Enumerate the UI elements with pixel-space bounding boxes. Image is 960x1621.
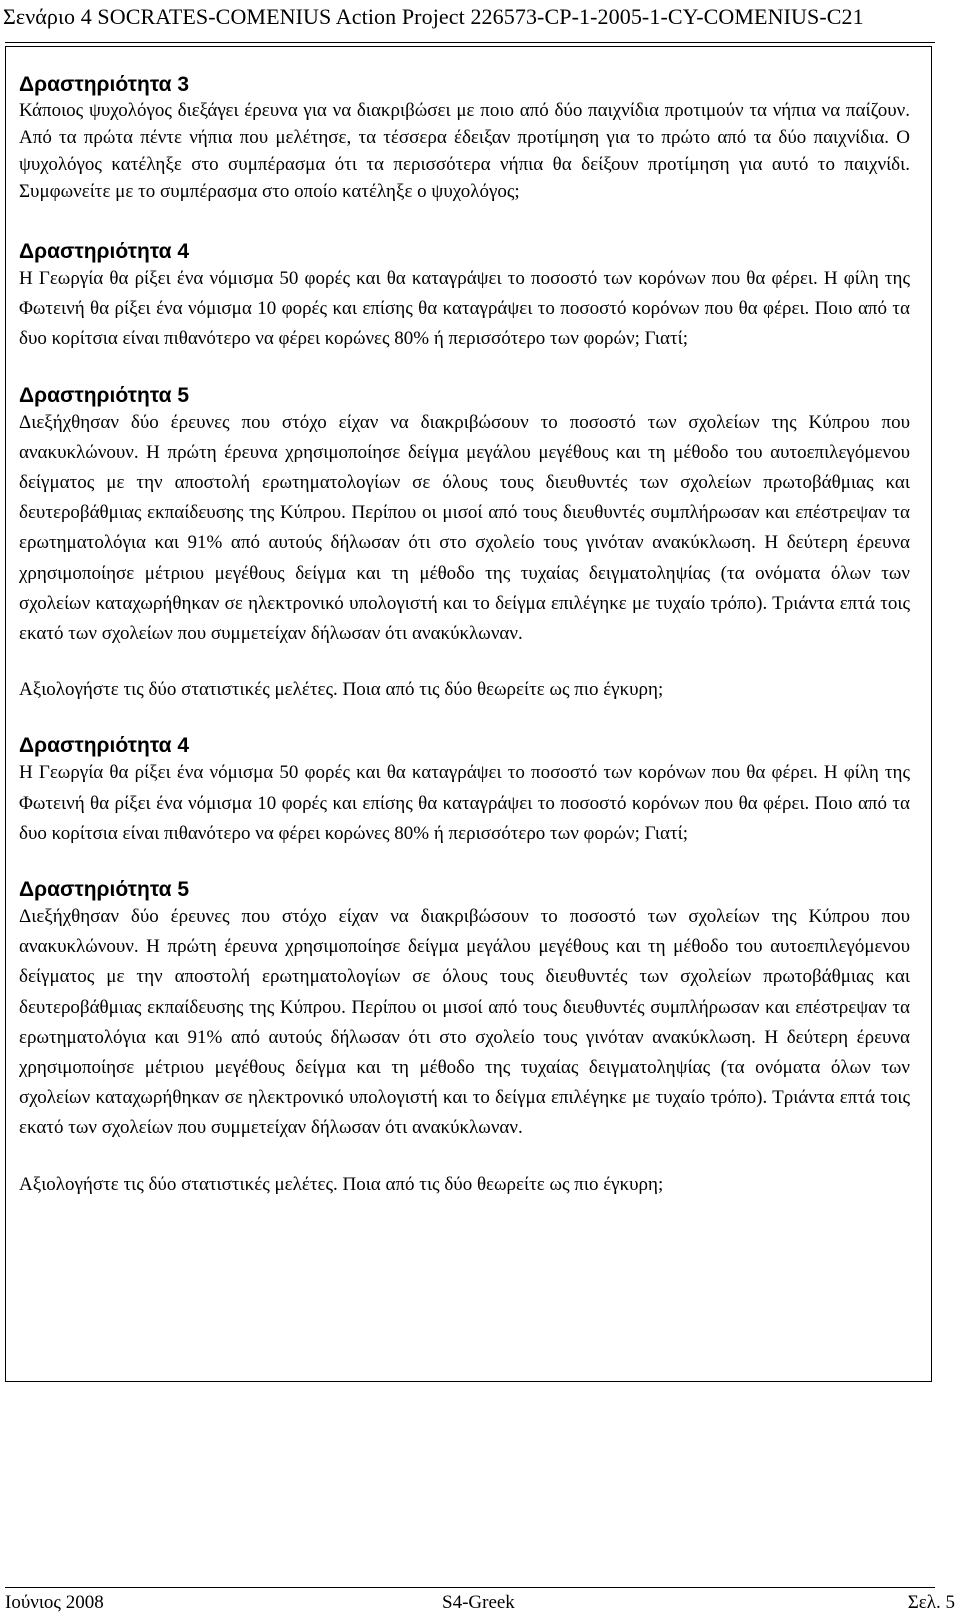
activity-4 bbox=[19, 239, 910, 355]
activity-heading: Δραστηριότητα 3 bbox=[19, 73, 190, 96]
footer-rule bbox=[5, 1587, 935, 1588]
activity-5-repeat bbox=[19, 877, 910, 1200]
activity-body: Η Γεωργία θα ρίξει ένα νόμισμα 50 φορές και θα καταγράψει το ποσοστό των κορόνων που θα φέρει. Η φίλη της Φωτεινή θα ρίξει ένα νόμισμα 10 φορές και επίσης θα καταγράψει το ποσοστό κορόνων που θα φέρει. Ποιο από τα δυο κορίτσια είναι πιθανότερο να φέρει κορώνες 80% ή περισσότερο των φορών; Γιατί; bbox=[19, 762, 910, 844]
activity-question: Αξιολογήστε τις δύο στατιστικές μελέτες. Ποια από τις δύο θεωρείτε ως πιο έγκυρη; bbox=[19, 679, 664, 701]
activity-heading: Δραστηριότητα 5 bbox=[19, 878, 190, 902]
activity-5 bbox=[19, 383, 910, 706]
footer-doc-code: S4-Greek bbox=[442, 1592, 515, 1613]
activity-question: Αξιολογήστε τις δύο στατιστικές μελέτες. Ποια από τις δύο θεωρείτε ως πιο έγκυρη; bbox=[19, 1173, 664, 1195]
activity-4-repeat bbox=[19, 733, 910, 849]
activities-content bbox=[19, 72, 910, 1200]
footer-date: Ιούνιος 2008 bbox=[5, 1592, 104, 1613]
activity-body: Η Γεωργία θα ρίξει ένα νόμισμα 50 φορές και θα καταγράψει το ποσοστό των κορόνων που θα φέρει. Η φίλη της Φωτεινή θα ρίξει ένα νόμισμα 10 φορές και επίσης θα καταγράψει το ποσοστό κορόνων που θα φέρει. Ποιο από τα δυο κορίτσια είναι πιθανότερο να φέρει κορώνες 80% ή περισσότερο των φορών; Γιατί; bbox=[19, 268, 910, 350]
activity-body: Διεξήχθησαν δύο έρευνες που στόχο είχαν να διακριβώσουν το ποσοστό των σχολείων της Κύπρου που ανακυκλώνουν. Η πρώτη έρευνα χρησιμοποίησε δείγμα μεγάλου μεγέθους και τη μέθοδο του αυτοεπιλεγόμενου δείγματος με την αποστολή ερωτηματολογίων σε όλους τους διευθυντές των σχολείων πρωτοβάθμιας και δευτεροβάθμιας εκπαίδευσης της Κύπρου. Περίπου οι μισοί από τους διευθυντές συμπλήρωσαν και επέστρεψαν τα ερωτηματολόγια και 91% από αυτούς δήλωσαν ότι στο σχολείο τους γινόταν ανακύκλωση. Η δεύτερη έρευνα χρησιμοποίησε μέτριου μεγέθους δείγμα και τη μέθοδο της τυχαίας δειγματοληψίας (τα ονόματα όλων των σχολείων καταχωρήθηκαν σε ηλεκτρονικό υπολογιστή και το δείγμα επιλέγηκε με τυχαίο τρόπο). Τριάντα επτά τοις εκατό των σχολείων που συμμετείχαν δήλωσαν ότι ανακύκλωναν. bbox=[19, 411, 910, 645]
footer-page-number: Σελ. 5 bbox=[907, 1592, 955, 1613]
activity-3 bbox=[19, 72, 910, 205]
activity-heading: Δραστηριότητα 4 bbox=[19, 240, 190, 263]
header-rule bbox=[5, 42, 935, 43]
activity-heading: Δραστηριότητα 5 bbox=[19, 383, 190, 407]
activity-body: Διεξήχθησαν δύο έρευνες που στόχο είχαν να διακριβώσουν το ποσοστό των σχολείων της Κύπρου που ανακυκλώνουν. Η πρώτη έρευνα χρησιμοποίησε δείγμα μεγάλου μεγέθους και τη μέθοδο του αυτοεπιλεγόμενου δείγματος με την αποστολή ερωτηματολογίων σε όλους τους διευθυντές των σχολείων πρωτοβάθμιας και δευτεροβάθμιας εκπαίδευσης της Κύπρου. Περίπου οι μισοί από τους διευθυντές συμπλήρωσαν και επέστρεψαν τα ερωτηματολόγια και 91% από αυτούς δήλωσαν ότι στο σχολείο τους γινόταν ανακύκλωση. Η δεύτερη έρευνα χρησιμοποίησε μέτριου μεγέθους δείγμα και τη μέθοδο της τυχαίας δειγματοληψίας (τα ονόματα όλων των σχολείων καταχωρήθηκαν σε ηλεκτρονικό υπολογιστή και το δείγμα επιλέγηκε με τυχαίο τρόπο). Τριάντα επτά τοις εκατό των σχολείων που συμμετείχαν δήλωσαν ότι ανακύκλωναν. bbox=[19, 906, 910, 1139]
activity-body: Κάποιος ψυχολόγος διεξάγει έρευνα για να διακριβώσει με ποιο από δύο παιχνίδια προτιμούν τα νήπια να παίζουν. Από τα πρώτα πέντε νήπια που μελέτησε, τα τέσσερα έδειξαν προτίμηση για το πρώτο από τα δύο παιχνίδια. Ο ψυχολόγος κατέληξε στο συμπέρασμα ότι τα περισσότερα νήπια θα δείξουν προτίμηση για αυτό το παιχνίδι. Συμφωνείτε με το συμπέρασμα στο οποίο κατέληξε ο ψυχολόγος; bbox=[19, 100, 910, 202]
activity-heading: Δραστηριότητα 4 bbox=[19, 734, 190, 758]
page-header: Σενάριο 4 SOCRATES-COMENIUS Action Project 226573-CP-1-2005-1-CY-COMENIUS-C21 bbox=[3, 4, 864, 29]
